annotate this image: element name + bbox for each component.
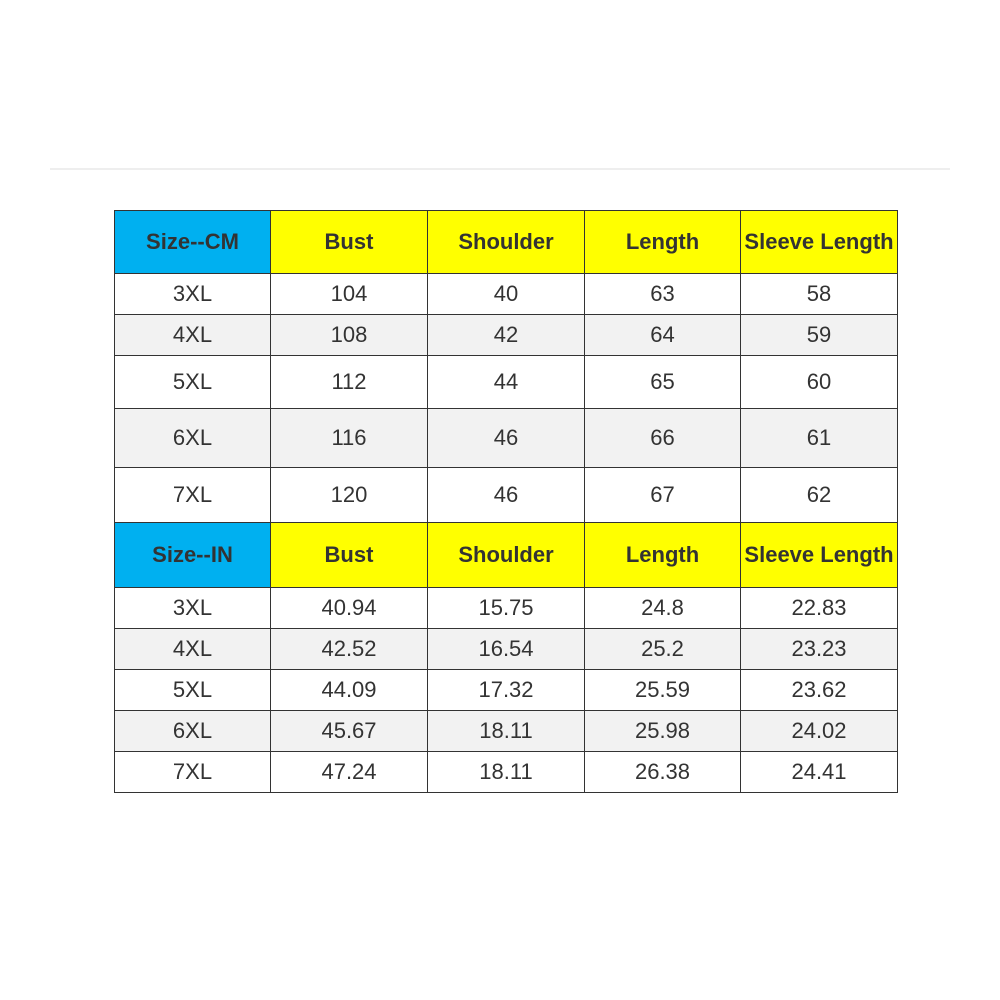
table-cell: 18.11 [428,711,585,752]
table-row [115,356,898,409]
size-chart-table [114,210,898,793]
table-cell: 58 [741,274,898,315]
table-cell: 3XL [115,588,271,629]
table-cell: 17.32 [428,670,585,711]
table-row [115,752,898,793]
in-header-bust: Bust [271,523,428,588]
table-cell: 116 [271,409,428,468]
table-cell: 24.41 [741,752,898,793]
table-cell: 22.83 [741,588,898,629]
table-cell: 64 [585,315,741,356]
table-row [115,274,898,315]
table-cell: 24.02 [741,711,898,752]
in-header-row [115,523,898,588]
in-header-sleeve-length: Sleeve Length [741,523,898,588]
table-cell: 65 [585,356,741,409]
table-cell: 15.75 [428,588,585,629]
table-cell: 23.23 [741,629,898,670]
cm-header-shoulder: Shoulder [428,211,585,274]
table-row [115,670,898,711]
table-cell: 63 [585,274,741,315]
table-cell: 40 [428,274,585,315]
table-cell: 108 [271,315,428,356]
cm-header-length: Length [585,211,741,274]
table-cell: 45.67 [271,711,428,752]
table-cell: 59 [741,315,898,356]
table-cell: 18.11 [428,752,585,793]
in-header-size: Size--IN [115,523,271,588]
table-cell: 120 [271,468,428,523]
table-cell: 67 [585,468,741,523]
table-cell: 112 [271,356,428,409]
table-cell: 5XL [115,356,271,409]
table-cell: 4XL [115,315,271,356]
table-cell: 44.09 [271,670,428,711]
table-cell: 47.24 [271,752,428,793]
table-cell: 42 [428,315,585,356]
top-divider [50,168,950,170]
table-cell: 3XL [115,274,271,315]
cm-header-bust: Bust [271,211,428,274]
table-row [115,588,898,629]
table-cell: 40.94 [271,588,428,629]
table-row [115,629,898,670]
table-cell: 25.2 [585,629,741,670]
table-row [115,468,898,523]
in-header-shoulder: Shoulder [428,523,585,588]
table-cell: 66 [585,409,741,468]
table-cell: 62 [741,468,898,523]
table-row [115,315,898,356]
table-cell: 6XL [115,711,271,752]
cm-header-sleeve-length: Sleeve Length [741,211,898,274]
table-cell: 24.8 [585,588,741,629]
table-cell: 23.62 [741,670,898,711]
table-cell: 42.52 [271,629,428,670]
table-row [115,409,898,468]
cm-header-row [115,211,898,274]
table-row [115,711,898,752]
table-cell: 46 [428,468,585,523]
table-cell: 7XL [115,468,271,523]
table-cell: 7XL [115,752,271,793]
table-cell: 26.38 [585,752,741,793]
in-header-length: Length [585,523,741,588]
table-cell: 4XL [115,629,271,670]
table-cell: 61 [741,409,898,468]
table-cell: 6XL [115,409,271,468]
table-cell: 25.59 [585,670,741,711]
table-cell: 5XL [115,670,271,711]
table-cell: 104 [271,274,428,315]
table-cell: 16.54 [428,629,585,670]
table-cell: 46 [428,409,585,468]
table-cell: 60 [741,356,898,409]
table-cell: 44 [428,356,585,409]
table-cell: 25.98 [585,711,741,752]
cm-header-size: Size--CM [115,211,271,274]
